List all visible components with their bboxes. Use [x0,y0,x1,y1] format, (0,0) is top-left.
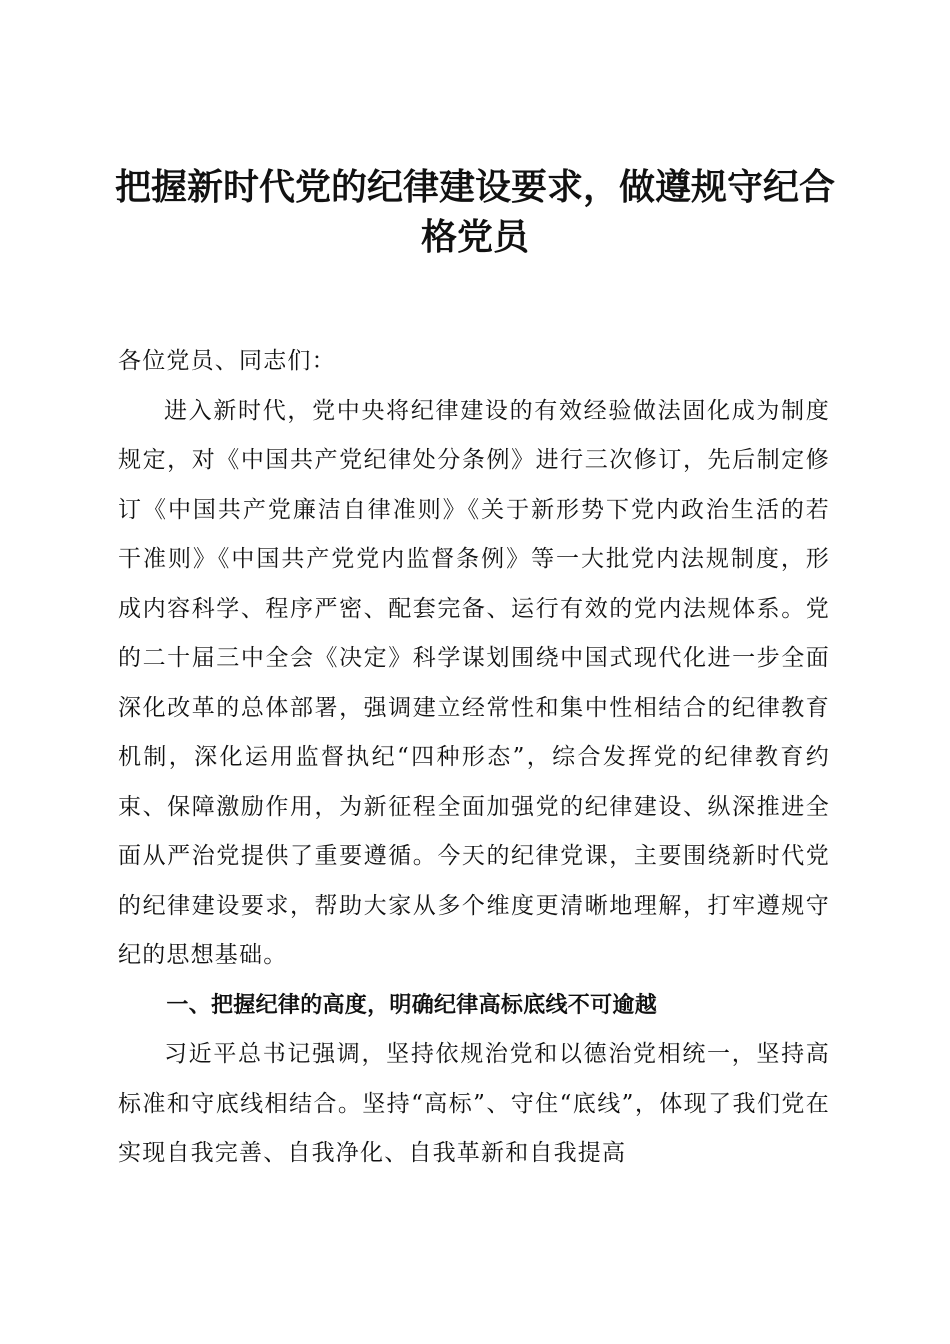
salutation: 各位党员、同志们： [118,348,336,374]
section-paragraph: 习近平总书记强调，坚持依规治党和以德治党相统一，坚持高标准和守底线相结合。坚持“高标”、守住“底线”，体现了我们党在实现自我完善、自我净化、自我革新和自我提高 [118,1041,830,1166]
document-title: 把握新时代党的纪律建设要求，做遵规守纪合格党员 [114,166,835,258]
body-paragraph: 进入新时代，党中央将纪律建设的有效经验做法固化成为制度规定，对《中国共产党纪律处分条例》进行三次修订，先后制定修订《中国共产党廉洁自律准则》《关于新形势下党内政治生活的若干准则》《中国共产党党内监督条例》等一大批党内法规制度，形成内容科学、程序严密、配套完备、运行有效的党内法规体系。党的二十届三中全会《决定》科学谋划围绕中国式现代化进一步全面深化改革的总体部署，强调建立经常性和集中性相结合的纪律教育机制，深化运用监督执纪“四种形态”，综合发挥党的纪律教育约束、保障激励作用，为新征程全面加强党的纪律建设、纵深推进全面从严治党提供了重要遵循。今天的纪律党课，主要围绕新时代党的纪律建设要求，帮助大家从多个维度更清晰地理解，打牢遵规守纪的思想基础。 [118,397,830,968]
section-heading: 一、把握纪律的高度，明确纪律高标底线不可逾越 [166,992,657,1018]
document-body [118,337,830,1179]
